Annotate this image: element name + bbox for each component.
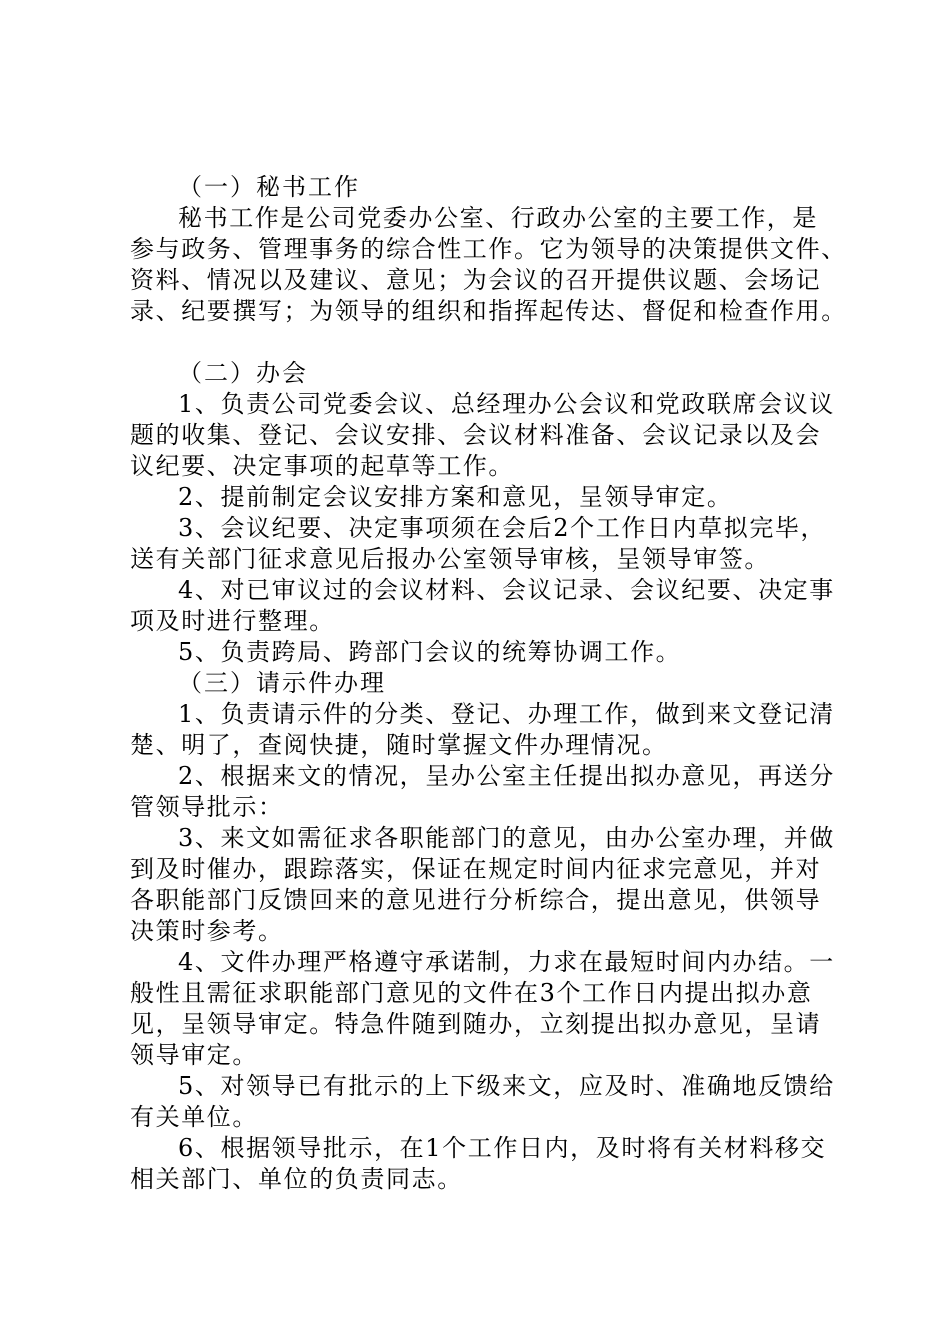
paragraph: [130, 513, 830, 575]
paragraph-line: 6、根据领导批示，在1个工作日内，及时将有关材料移交: [178, 1134, 827, 1162]
paragraph-line: 楚、明了，查阅快捷，随时掌握文件办理情况。: [130, 731, 668, 759]
paragraph-line: 见，呈领导审定。特急件随到随办，立刻提出拟办意见，呈请: [130, 1010, 822, 1038]
paragraph-line: 4、对已审议过的会议材料、会议记录、会议纪要、决定事: [178, 576, 835, 604]
document-body: [130, 172, 847, 1195]
paragraph-line: 题的收集、登记、会议安排、会议材料准备、会议记录以及会: [130, 421, 822, 449]
paragraph-line: 2、根据来文的情况，呈办公室主任提出拟办意见，再送分: [178, 762, 835, 790]
paragraph: [130, 1071, 835, 1133]
paragraph: [130, 947, 835, 1071]
paragraph-line: 相关部门、单位的负责同志。: [130, 1165, 463, 1193]
paragraph: [130, 1133, 830, 1195]
section-heading-requests: （三）请示件办理: [178, 669, 386, 697]
paragraph-line: 议纪要、决定事项的起草等工作。: [130, 452, 514, 480]
paragraph-line: 领导审定。: [130, 1041, 258, 1069]
paragraph-line: 1、负责公司党委会议、总经理办公会议和党政联席会议议: [178, 390, 835, 418]
paragraph: [130, 203, 847, 327]
paragraph: [130, 761, 835, 823]
section-heading-secretary: （一）秘书工作: [178, 173, 360, 201]
paragraph: [130, 389, 835, 482]
paragraph: [130, 575, 835, 637]
paragraph: [130, 637, 830, 668]
section-spacer: [130, 327, 830, 358]
paragraph: [130, 823, 835, 947]
paragraph-line: 1、负责请示件的分类、登记、办理工作，做到来文登记清: [178, 700, 835, 728]
paragraph-line: 录、纪要撰写；为领导的组织和指挥起传达、督促和检查作用。: [130, 297, 847, 325]
paragraph-line: 参与政务、管理事务的综合性工作。它为领导的决策提供文件、: [130, 235, 847, 263]
paragraph-line: 般性且需征求职能部门意见的文件在3个工作日内提出拟办意: [130, 979, 813, 1007]
paragraph-line: 有关单位。: [130, 1103, 258, 1131]
paragraph-line: 送有关部门征求意见后报办公室领导审核，呈领导审签。: [130, 545, 770, 573]
section-heading-meetings: （二）办会: [178, 359, 308, 387]
paragraph: [130, 482, 830, 513]
paragraph-line: 5、对领导已有批示的上下级来文，应及时、准确地反馈给: [178, 1072, 835, 1100]
paragraph-line: 项及时进行整理。: [130, 607, 335, 635]
paragraph-line: 资料、情况以及建议、意见；为会议的召开提供议题、会场记: [130, 266, 822, 294]
paragraph-line: 秘书工作是公司党委办公室、行政办公室的主要工作，是: [178, 204, 818, 232]
paragraph-line: 各职能部门反馈回来的意见进行分析综合，提出意见，供领导: [130, 886, 822, 914]
paragraph: [130, 699, 835, 761]
paragraph-line: 3、来文如需征求各职能部门的意见，由办公室办理，并做: [178, 824, 835, 852]
paragraph-line: 4、文件办理严格遵守承诺制，力求在最短时间内办结。一: [178, 948, 835, 976]
paragraph-line: 到及时催办，跟踪落实，保证在规定时间内征求完意见，并对: [130, 855, 822, 883]
paragraph-line: 决策时参考。: [130, 917, 284, 945]
paragraph-line: 2、提前制定会议安排方案和意见，呈领导审定。: [178, 483, 733, 511]
paragraph-line: 5、负责跨局、跨部门会议的统筹协调工作。: [178, 638, 682, 666]
paragraph-line: 管领导批示：: [130, 793, 284, 821]
paragraph-line: 3、会议纪要、决定事项须在会后2个工作日内草拟完毕，: [178, 514, 827, 542]
